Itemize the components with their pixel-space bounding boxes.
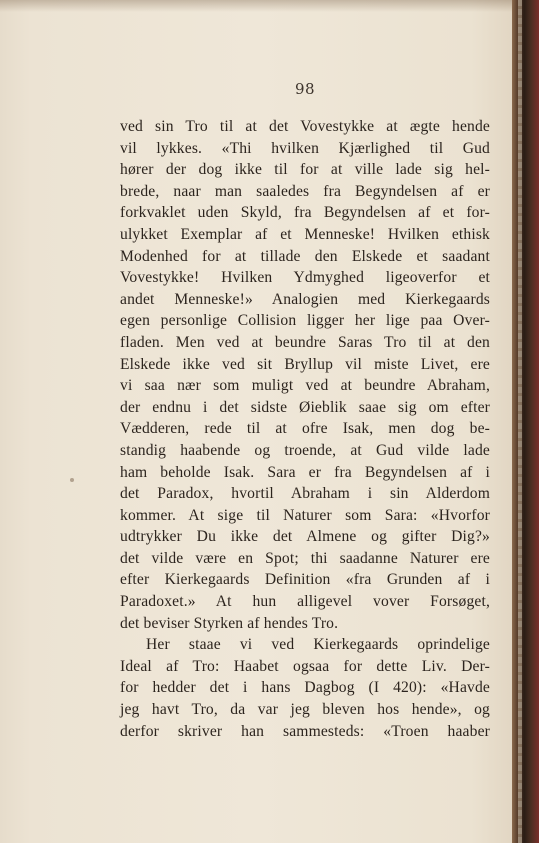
text-line: egen personlige Collision ligger her lige paa Over- bbox=[120, 312, 490, 330]
text-line: efter Kierkegaards Definition «fra Grunden af i bbox=[120, 571, 490, 589]
text-line: derfor skriver han sammesteds: «Troen haaber bbox=[120, 722, 490, 740]
text-line: der endnu i det sidste Øieblik saae sig om efter bbox=[120, 398, 490, 416]
text-line: det beviser Styrken af hendes Tro. bbox=[120, 614, 339, 632]
paper-speck bbox=[70, 478, 74, 482]
text-line: det Paradox, hvortil Abraham i sin Alderdom bbox=[120, 485, 490, 503]
book-spine-edge bbox=[512, 0, 539, 843]
page-number: 98 bbox=[294, 80, 316, 98]
page-stack-edge bbox=[518, 0, 522, 843]
text-line: ham beholde Isak. Sara er fra Begyndelsen af i bbox=[120, 463, 490, 481]
text-line: ulykket Exemplar af et Menneske! Hvilken ethisk bbox=[120, 225, 490, 243]
text-line: Vædderen, rede til at ofre Isak, men dog be- bbox=[120, 420, 490, 438]
text-line: forkvaklet uden Skyld, fra Begyndelsen af et for- bbox=[120, 204, 490, 222]
page-top-shadow bbox=[0, 0, 512, 12]
text-line: ved sin Tro til at det Vovestykke at ægte hende bbox=[120, 118, 490, 135]
text-line: Ideal af Tro: Haabet ogsaa for dette Liv. Der- bbox=[120, 657, 490, 675]
text-line: Elskede ikke ved sit Bryllup vil miste Livet, ere bbox=[120, 355, 490, 373]
text-line: brede, naar man saaledes fra Begyndelsen af er bbox=[120, 182, 490, 200]
text-line: standig haabende og troende, at Gud vilde lade bbox=[120, 441, 490, 459]
body-text bbox=[120, 116, 490, 742]
paragraph-first-line: Her staae vi ved Kierkegaards oprindelige bbox=[146, 636, 490, 654]
text-line: Vovestykke! Hvilken Ydmyghed ligeoverfor et bbox=[120, 269, 490, 287]
text-line: Paradoxet.» At hun alligevel vover Forsøget, bbox=[120, 593, 490, 611]
text-line: fladen. Men ved at beundre Saras Tro til at den bbox=[120, 333, 490, 351]
text-line: hører der dog ikke til for at ville lade sig hel- bbox=[120, 161, 490, 179]
text-line: Modenhed for at tillade den Elskede et saadant bbox=[120, 247, 490, 265]
text-line: kommer. At sige til Naturer som Sara: «Hvorfor bbox=[120, 506, 490, 524]
text-line: vil lykkes. «Thi hvilken Kjærlighed til Gud bbox=[120, 139, 490, 157]
text-line: det vilde være en Spot; thi saadanne Naturer ere bbox=[120, 549, 490, 567]
text-line: udtrykker Du ikke det Almene og gifter Dig?» bbox=[120, 528, 490, 546]
text-line: jeg havt Tro, da var jeg bleven hos hende», og bbox=[120, 701, 490, 719]
text-line: andet Menneske!» Analogien med Kierkegaards bbox=[120, 290, 490, 308]
text-line: vi saa nær som muligt ved at beundre Abraham, bbox=[120, 377, 490, 395]
text-line: for hedder det i hans Dagbog (I 420): «Havde bbox=[120, 679, 490, 697]
